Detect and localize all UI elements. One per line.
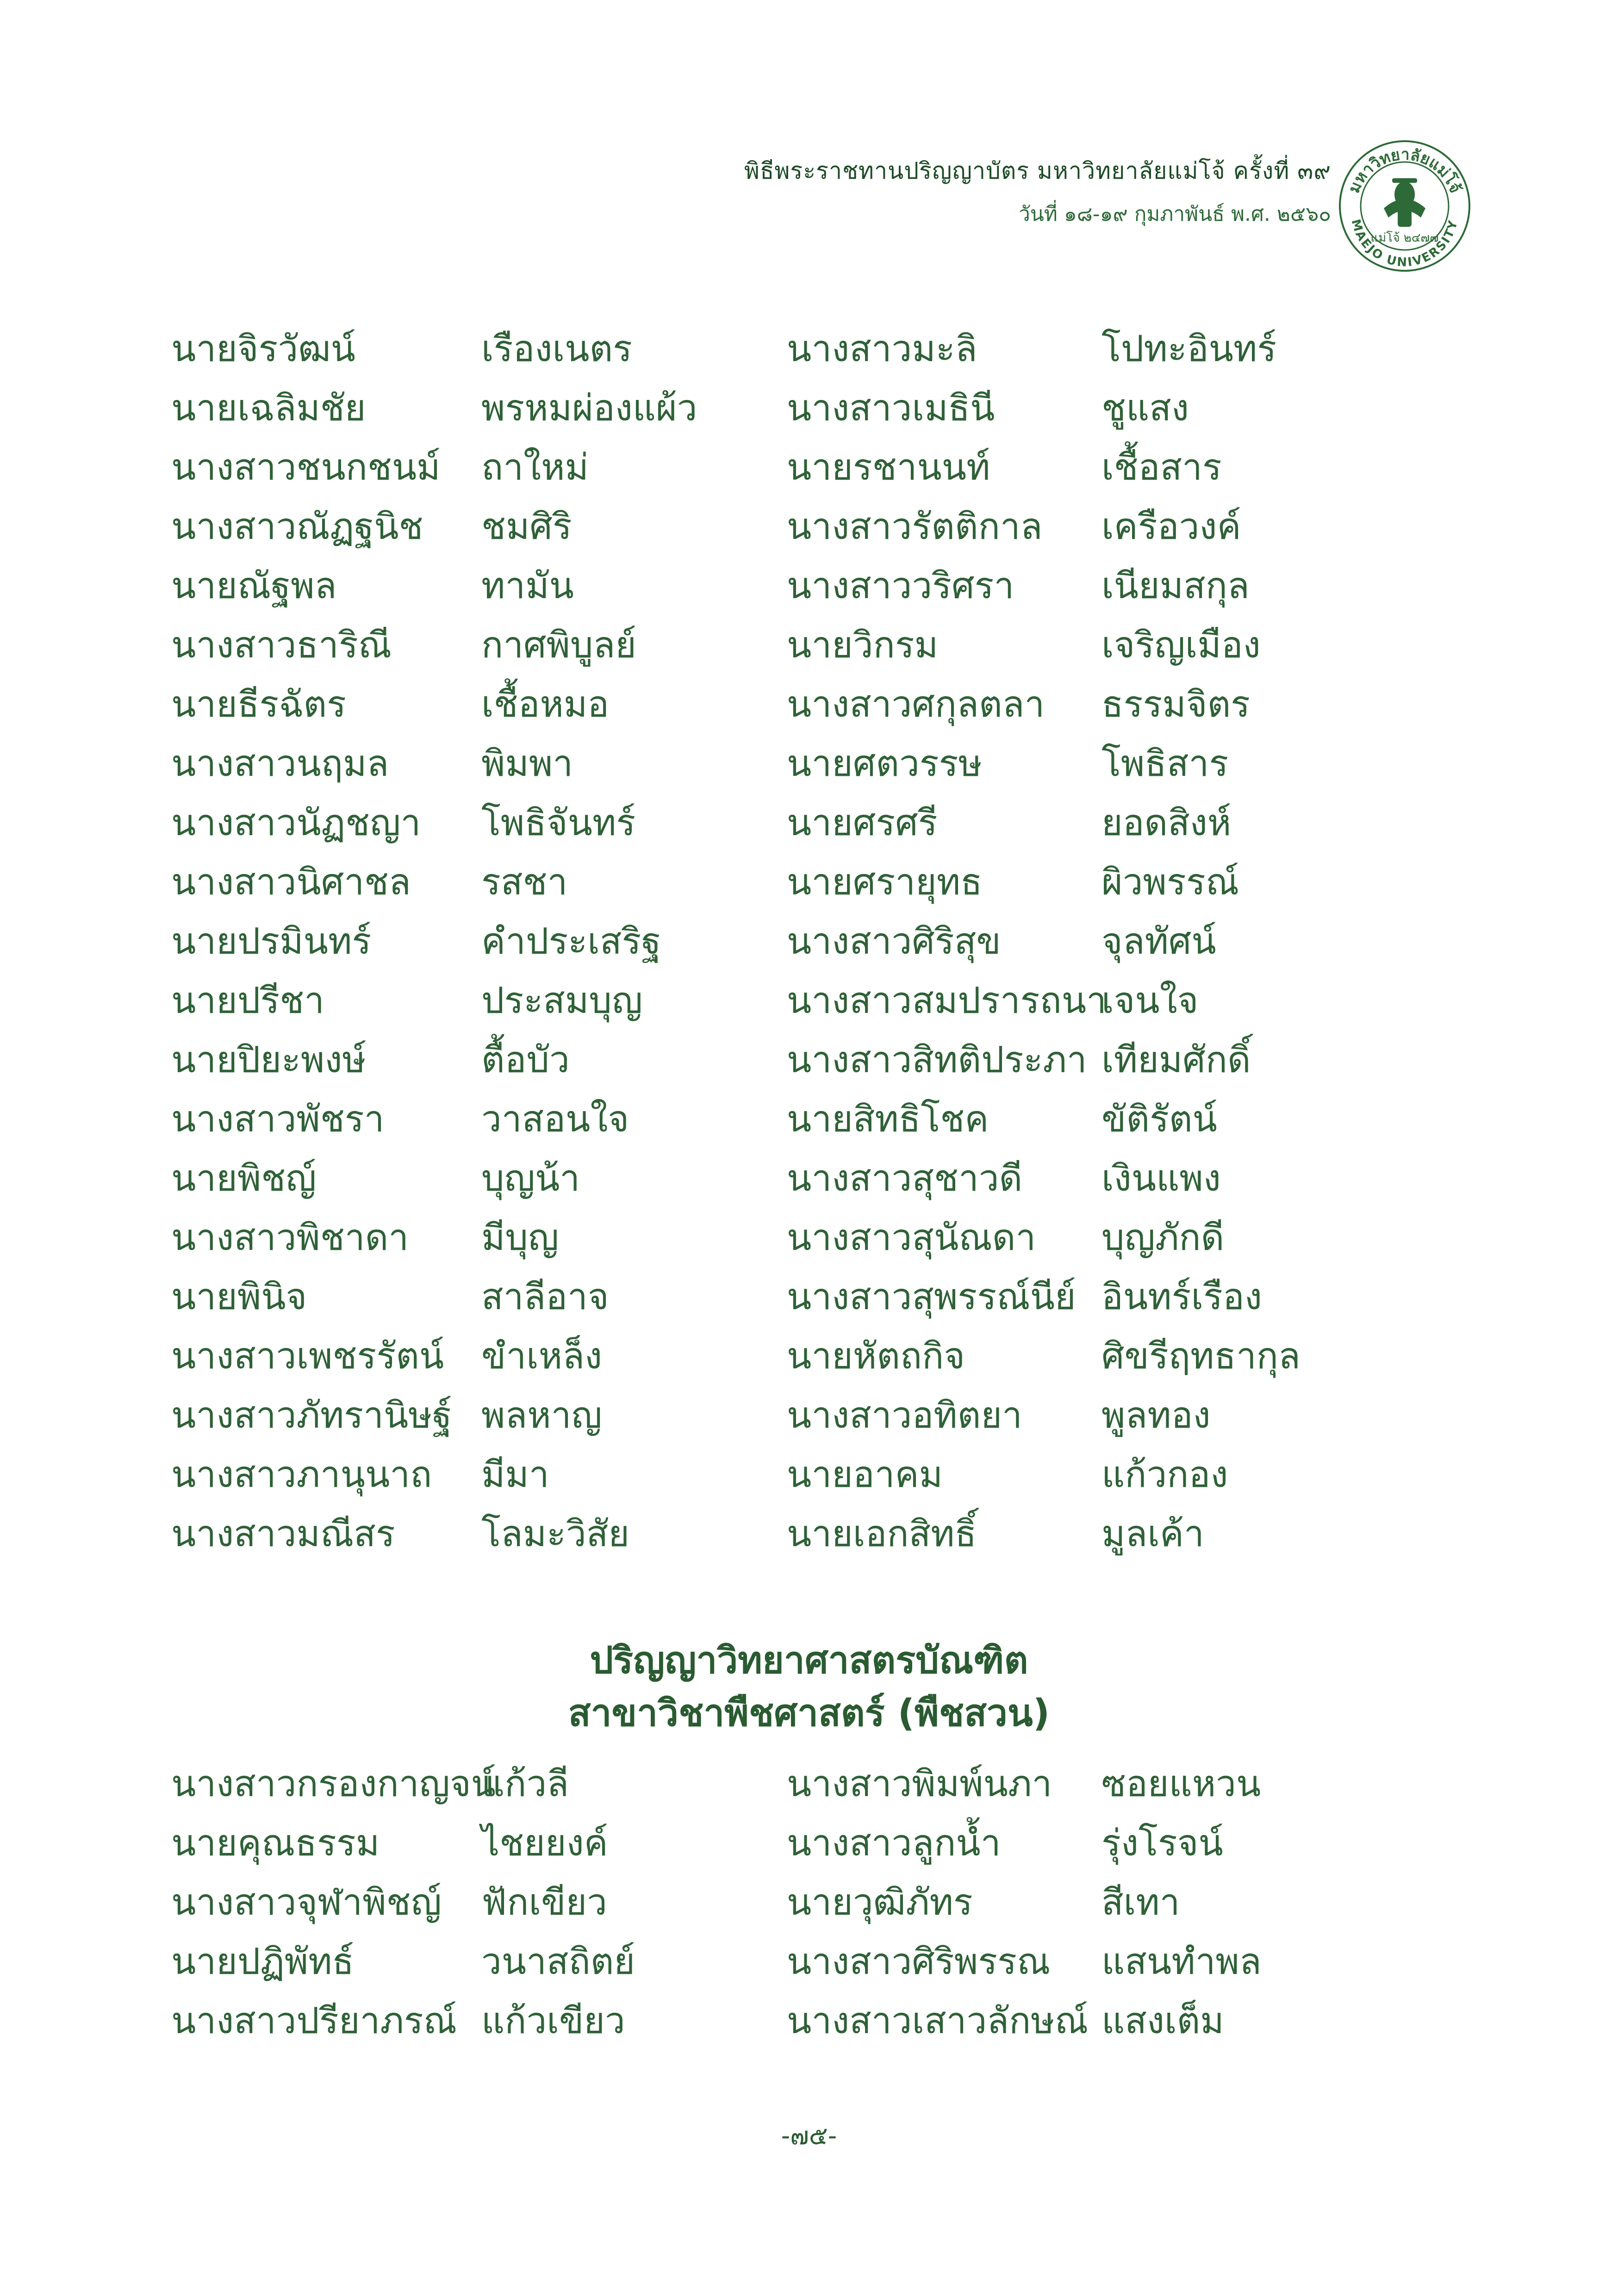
left-last-name-cell: มีบุญ xyxy=(481,1217,559,1259)
left-last-name-cell: บุญน้า xyxy=(481,1158,580,1199)
page-number: -๗๕- xyxy=(781,2121,837,2150)
right-first-name-cell: นายศรศรี xyxy=(787,802,938,844)
right-last-name-cell: รุ่งโรจน์ xyxy=(1101,1822,1223,1864)
right-first-name-cell: นางสาวรัตติกาล xyxy=(787,506,1043,548)
left-last-name-cell: ตื้อบัว xyxy=(481,1039,570,1081)
right-first-name-cell: นางสาวเสาวลักษณ์ xyxy=(787,2000,1089,2042)
left-first-name-cell: นางสาวนัฏชญา xyxy=(171,802,421,844)
left-first-name-cell: นายจิรวัฒน์ xyxy=(171,328,355,370)
left-first-name-cell: นายเฉลิมชัย xyxy=(171,387,366,429)
graduate-list-section-1 xyxy=(171,319,1356,1564)
left-last-name-cell: รสชา xyxy=(481,861,568,903)
left-first-name-cell: นางสาวจุฬาพิชญ์ xyxy=(171,1882,442,1923)
left-last-name-cell: พรหมผ่องแผ้ว xyxy=(481,387,697,429)
left-first-name-cell: นางสาวพิชาดา xyxy=(171,1217,409,1259)
right-first-name-cell: นายศรายุทธ xyxy=(787,861,983,903)
right-last-name-cell: มูลเค้า xyxy=(1101,1513,1204,1555)
right-first-name-cell: นางสาวศกุลตลา xyxy=(787,684,1045,725)
right-first-name-cell: นางสาวศิริพรรณ xyxy=(787,1941,1051,1983)
right-last-name-cell: แก้วกอง xyxy=(1101,1454,1228,1496)
left-last-name-cell: ชมศิริ xyxy=(481,506,572,548)
right-last-name-cell: โพธิสาร xyxy=(1101,743,1229,785)
right-last-name-cell: เครือวงค์ xyxy=(1101,506,1241,548)
right-last-name-cell: ซอยแหวน xyxy=(1101,1763,1261,1805)
major-title: สาขาวิชาพืชศาสตร์ (พืชสวน) xyxy=(568,1691,1050,1734)
left-first-name-cell: นางสาวนิศาชล xyxy=(171,861,411,903)
left-first-name-cell: นางสาวภัทรานิษฐ์ xyxy=(171,1395,452,1436)
left-last-name-cell: แก้วลี xyxy=(481,1763,569,1805)
right-first-name-cell: นางสาวสิทติประภา xyxy=(787,1039,1087,1081)
degree-title: ปริญญาวิทยาศาสตรบัณฑิต xyxy=(590,1639,1028,1682)
right-last-name-cell: สีเทา xyxy=(1101,1882,1180,1923)
right-last-name-cell: ผิวพรรณ์ xyxy=(1101,861,1239,903)
left-first-name-cell: นางสาวธาริณี xyxy=(171,624,392,666)
right-first-name-cell: นายศตวรรษ xyxy=(787,743,982,785)
right-last-name-cell: จุลทัศน์ xyxy=(1101,921,1216,962)
left-last-name-cell: พิมพา xyxy=(481,743,573,785)
right-first-name-cell: นางสาวศิริสุข xyxy=(787,921,1001,962)
right-last-name-cell: ชูแสง xyxy=(1101,387,1189,429)
right-first-name-cell: นางสาวอทิตยา xyxy=(787,1395,1022,1436)
right-first-name-cell: นายหัตถกิจ xyxy=(787,1335,965,1377)
right-last-name-cell: แสนทำพล xyxy=(1101,1941,1262,1983)
right-last-name-cell: อินทร์เรือง xyxy=(1101,1276,1262,1318)
left-first-name-cell: นายคุณธรรม xyxy=(171,1822,380,1864)
left-first-name-cell: นางสาวภานุนาถ xyxy=(171,1454,432,1496)
left-first-name-cell: นายพิชญ์ xyxy=(171,1158,317,1199)
left-first-name-cell: นางสาวปรียาภรณ์ xyxy=(171,2000,457,2042)
right-last-name-cell: แสงเต็ม xyxy=(1101,2000,1224,2042)
right-first-name-cell: นางสาวสุพรรณ์นีย์ xyxy=(787,1276,1076,1318)
degree-heading xyxy=(0,1634,1618,1740)
left-last-name-cell: กาศพิบูลย์ xyxy=(481,624,636,666)
left-last-name-cell: ขำเหล็ง xyxy=(481,1335,603,1377)
right-first-name-cell: นายวุฒิภัทร xyxy=(787,1882,973,1923)
left-last-name-cell: พลหาญ xyxy=(481,1395,602,1436)
right-first-name-cell: นางสาววริศรา xyxy=(787,565,1014,607)
left-first-name-cell: นางสาวณัฏฐนิช xyxy=(171,506,423,548)
right-last-name-cell: บุญภักดี xyxy=(1101,1217,1225,1259)
right-last-name-cell: โปทะอินทร์ xyxy=(1101,328,1277,370)
university-seal-logo xyxy=(1338,139,1472,273)
right-first-name-cell: นายอาคม xyxy=(787,1454,943,1496)
left-last-name-cell: โลมะวิสัย xyxy=(481,1513,630,1555)
right-last-name-cell: ศิขรีฤทธากุล xyxy=(1101,1335,1301,1377)
left-first-name-cell: นายธีรฉัตร xyxy=(171,684,347,725)
left-first-name-cell: นายปรมินทร์ xyxy=(171,921,372,962)
right-first-name-cell: นางสาวเมธินี xyxy=(787,387,995,429)
svg-text:MAEJO UNIVERSITY: MAEJO UNIVERSITY xyxy=(1348,218,1461,270)
right-first-name-cell: นายรชานนท์ xyxy=(787,447,990,488)
left-first-name-cell: นายณัฐพล xyxy=(171,565,337,607)
right-first-name-cell: นายเอกสิทธิ์ xyxy=(787,1513,977,1555)
left-first-name-cell: นายปิยะพงษ์ xyxy=(171,1039,366,1081)
left-last-name-cell: ฟักเขียว xyxy=(481,1882,607,1923)
left-last-name-cell: คำประเสริฐ xyxy=(481,921,661,962)
left-first-name-cell: นางสาวนฤมล xyxy=(171,743,389,785)
left-first-name-cell: นางสาวเพชรรัตน์ xyxy=(171,1335,444,1377)
left-last-name-cell: โพธิจันทร์ xyxy=(481,802,636,844)
graduate-list-section-2 xyxy=(171,1754,1356,2051)
left-last-name-cell: สาลีอาจ xyxy=(481,1276,609,1318)
left-last-name-cell: วาสอนใจ xyxy=(481,1098,629,1140)
left-last-name-cell: ประสมบุญ xyxy=(481,980,643,1022)
page-header xyxy=(744,153,1331,230)
left-first-name-cell: นางสาวพัชรา xyxy=(171,1098,385,1140)
right-last-name-cell: ยอดสิงห์ xyxy=(1101,802,1232,844)
right-last-name-cell: เงินแพง xyxy=(1101,1158,1221,1199)
left-first-name-cell: นายปฏิพัทธ์ xyxy=(171,1941,355,1983)
left-last-name-cell: มีมา xyxy=(481,1454,549,1496)
right-first-name-cell: นางสาวมะลิ xyxy=(787,328,977,370)
right-first-name-cell: นางสาวสุชาวดี xyxy=(787,1158,1023,1199)
right-last-name-cell: เนียมสกุล xyxy=(1101,565,1250,607)
right-last-name-cell: พูลทอง xyxy=(1101,1395,1211,1436)
left-last-name-cell: เชื้อหมอ xyxy=(481,684,610,725)
left-first-name-cell: นางสาวกรองกาญจน์ xyxy=(171,1763,496,1805)
right-last-name-cell: ขัติรัตน์ xyxy=(1101,1098,1217,1140)
ceremony-date: วันที่ ๑๘-๑๙ กุมภาพันธ์ พ.ศ. ๒๕๖๐ xyxy=(1019,202,1331,226)
left-last-name-cell: ถาใหม่ xyxy=(481,447,589,488)
right-last-name-cell: เจนใจ xyxy=(1101,980,1199,1022)
right-first-name-cell: นางสาวพิมพ์นภา xyxy=(787,1763,1052,1805)
left-first-name-cell: นางสาวมณีสร xyxy=(171,1513,395,1555)
right-first-name-cell: นางสาวลูกน้ำ xyxy=(787,1822,1001,1864)
right-last-name-cell: เทียมศักดิ์ xyxy=(1101,1039,1251,1081)
left-last-name-cell: ไชยยงค์ xyxy=(481,1822,608,1864)
svg-text:แม่โจ้ ๒๔๗๗: แม่โจ้ ๒๔๗๗ xyxy=(1370,231,1439,245)
left-first-name-cell: นางสาวชนกชนม์ xyxy=(171,447,441,488)
svg-text:มหาวิทยาลัยแม่โจ้: มหาวิทยาลัยแม่โจ้ xyxy=(1344,145,1465,196)
left-last-name-cell: วนาสถิตย์ xyxy=(481,1941,635,1983)
right-last-name-cell: เจริญเมือง xyxy=(1101,624,1261,666)
left-first-name-cell: นายพินิจ xyxy=(171,1276,307,1318)
left-first-name-cell: นายปรีชา xyxy=(171,980,324,1022)
left-last-name-cell: แก้วเขียว xyxy=(481,2000,625,2042)
right-last-name-cell: ธรรมจิตร xyxy=(1101,684,1251,725)
ceremony-title: พิธีพระราชทานปริญญาบัตร มหาวิทยาลัยแม่โจ้ ครั้งที่ ๓๙ xyxy=(744,157,1331,184)
left-last-name-cell: ทามัน xyxy=(481,565,574,607)
left-last-name-cell: เรืองเนตร xyxy=(481,328,633,370)
right-last-name-cell: เชื้อสาร xyxy=(1101,447,1222,488)
right-first-name-cell: นางสาวสมปรารถนา xyxy=(787,980,1107,1022)
right-first-name-cell: นายวิกรม xyxy=(787,624,939,666)
right-first-name-cell: นายสิทธิโชค xyxy=(787,1098,989,1140)
right-first-name-cell: นางสาวสุนัณดา xyxy=(787,1217,1036,1259)
